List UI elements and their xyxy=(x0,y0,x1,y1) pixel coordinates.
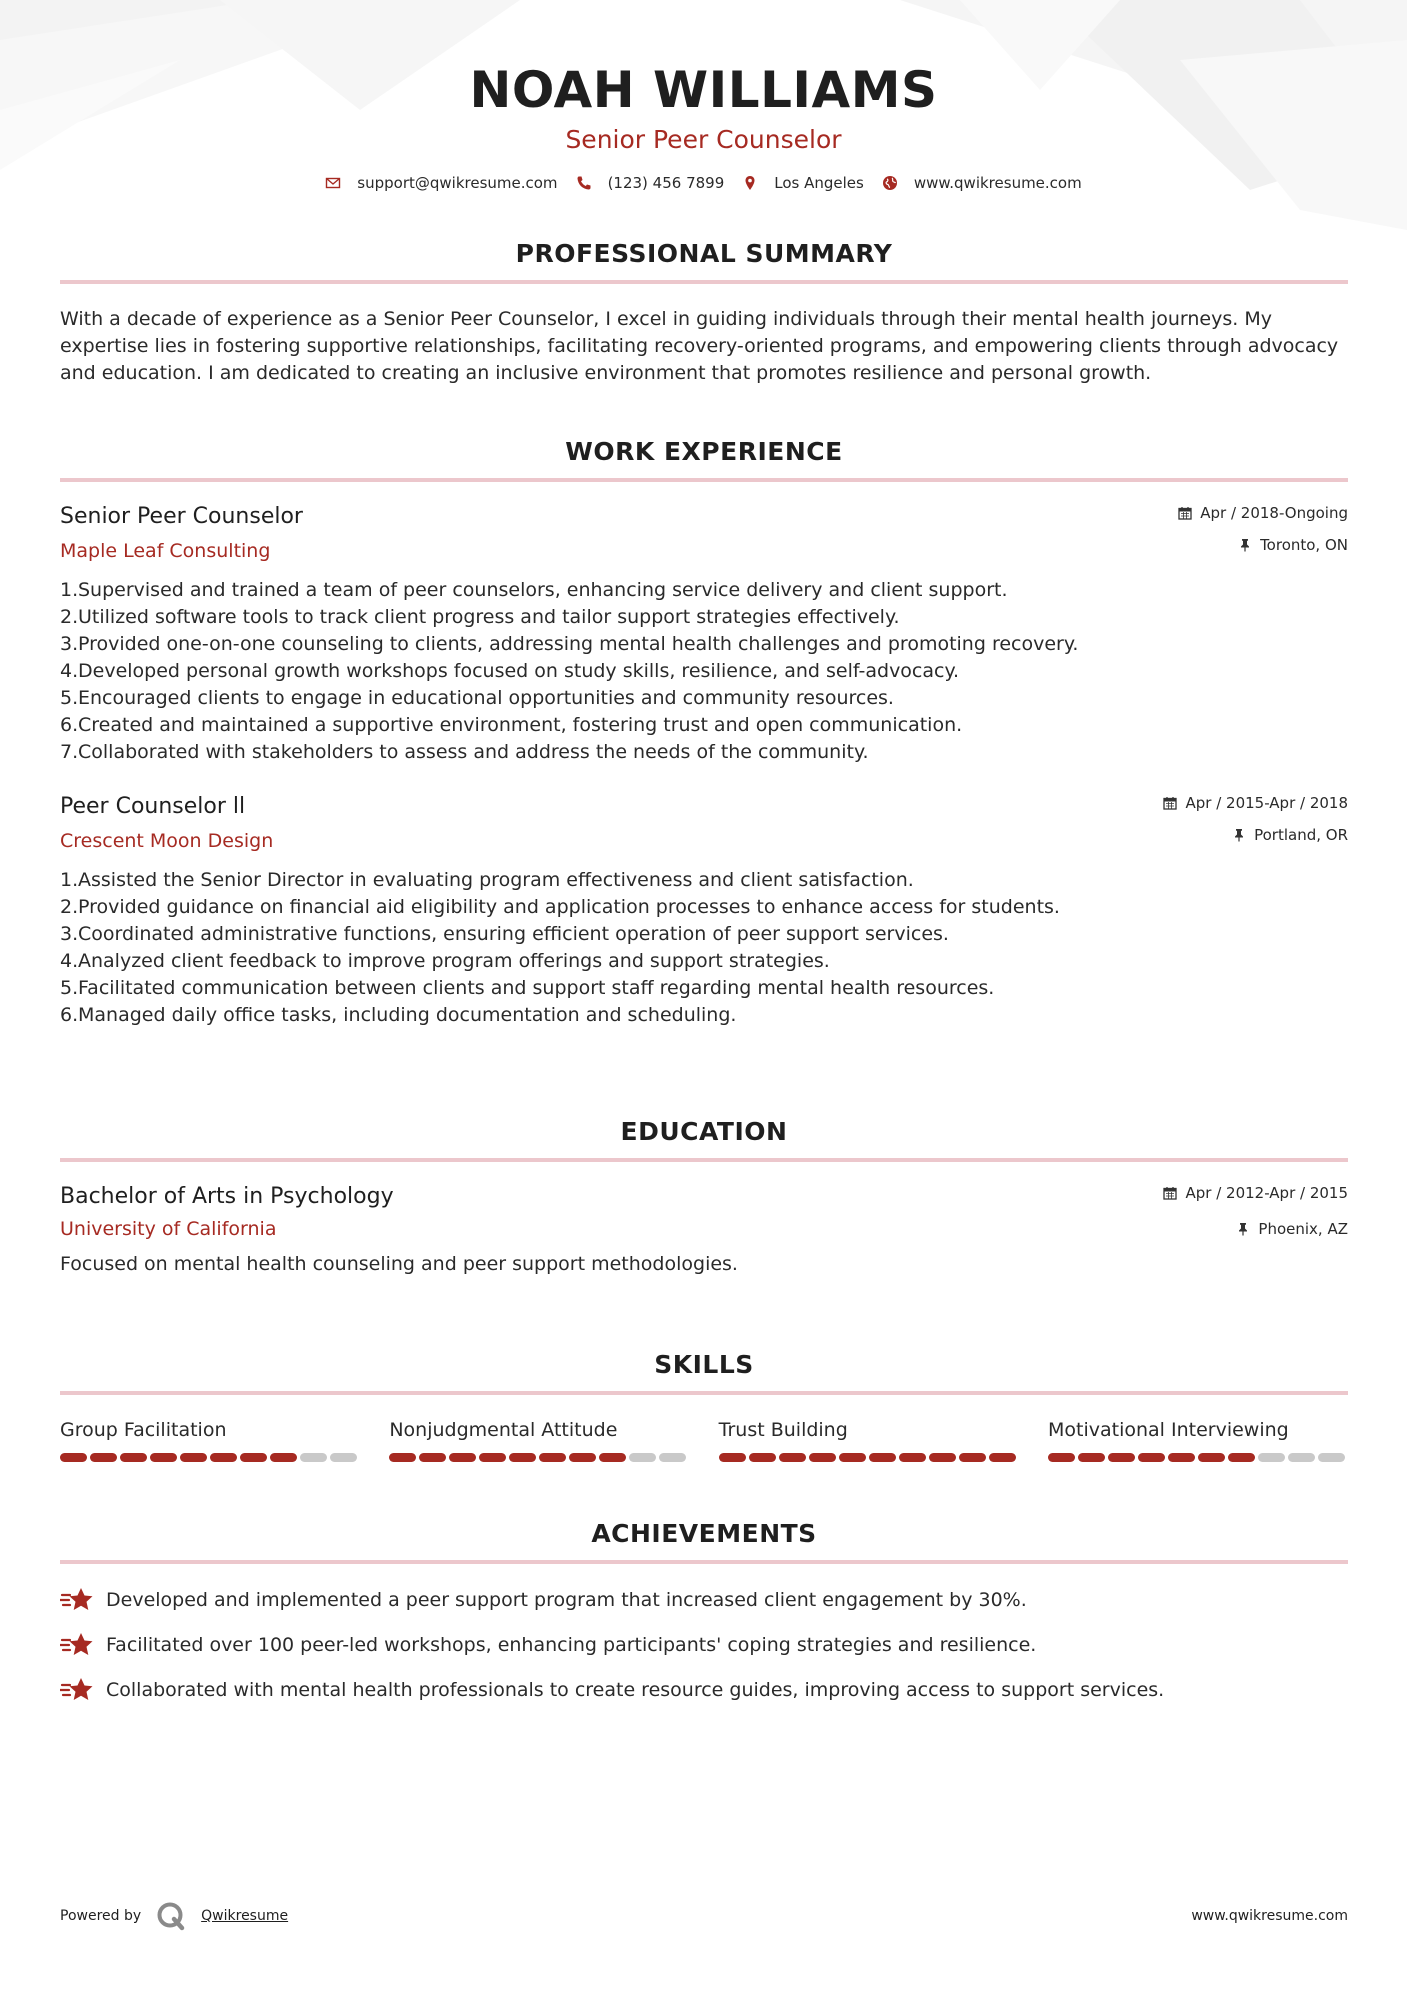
globe-icon xyxy=(882,175,898,191)
skill-level-segment xyxy=(1198,1453,1225,1462)
job-meta xyxy=(1163,792,1348,846)
calendar-icon xyxy=(1178,506,1192,520)
skill-level-segment xyxy=(899,1453,926,1462)
skill-level-segment xyxy=(809,1453,836,1462)
list-item: 5. Encouraged clients to engage in educational opportunities and community resources. xyxy=(60,687,894,709)
duty-list xyxy=(60,577,1348,766)
education-section xyxy=(60,1116,1348,1278)
skill-level-segment xyxy=(419,1453,446,1462)
skill-level-segment xyxy=(659,1453,686,1462)
skill-level-segment xyxy=(749,1453,776,1462)
skill-level-segment xyxy=(60,1453,87,1462)
skill-level-bar xyxy=(1048,1453,1348,1462)
skills-heading: SKILLS xyxy=(654,1350,754,1379)
list-item: Facilitated over 100 peer-led workshops, enhancing participants' coping strategies and resilience. xyxy=(60,1631,1348,1659)
summary-section xyxy=(60,238,1348,387)
resume-header xyxy=(0,0,1407,192)
skill-level-segment xyxy=(1258,1453,1285,1462)
skill-level-segment xyxy=(1168,1453,1195,1462)
skill-level-segment xyxy=(1288,1453,1315,1462)
skill-name: Nonjudgmental Attitude xyxy=(389,1419,618,1441)
education-entry xyxy=(60,1182,1348,1278)
skill-level-bar xyxy=(389,1453,689,1462)
skill-level-segment xyxy=(509,1453,536,1462)
skill-level-segment xyxy=(90,1453,117,1462)
job-location: Portland, OR xyxy=(1254,826,1348,844)
skill-level-segment xyxy=(389,1453,416,1462)
skill-level-segment xyxy=(180,1453,207,1462)
map-pin-icon xyxy=(742,175,758,191)
skill-level-segment xyxy=(1078,1453,1105,1462)
summary-divider xyxy=(60,280,1348,284)
skill-level-segment xyxy=(479,1453,506,1462)
qwikresume-logo-icon xyxy=(155,1900,187,1932)
skill-level-segment xyxy=(869,1453,896,1462)
skill-item xyxy=(1048,1417,1348,1462)
phone-icon xyxy=(576,175,592,191)
education-divider xyxy=(60,1158,1348,1162)
contact-email[interactable] xyxy=(325,174,557,192)
star-icon xyxy=(60,1676,94,1704)
list-item: 6. Created and maintained a supportive environment, fostering trust and open communication. xyxy=(60,714,963,736)
experience-heading: WORK EXPERIENCE xyxy=(565,437,843,466)
list-item: Collaborated with mental health professionals to create resource guides, improving access to support services. xyxy=(60,1676,1348,1704)
job-dates: Apr / 2015-Apr / 2018 xyxy=(1185,794,1348,812)
skill-level-segment xyxy=(330,1453,357,1462)
envelope-icon xyxy=(325,175,341,191)
skill-level-segment xyxy=(629,1453,656,1462)
education-heading: EDUCATION xyxy=(620,1117,788,1146)
skill-level-segment xyxy=(599,1453,626,1462)
skill-name: Group Facilitation xyxy=(60,1419,227,1441)
list-item: 4. Developed personal growth workshops focused on study skills, resilience, and self-advocacy. xyxy=(60,660,960,682)
job-dates: Apr / 2018-Ongoing xyxy=(1200,504,1348,522)
list-item: 2. Provided guidance on financial aid eligibility and application processes to enhance access for students. xyxy=(60,896,1060,918)
job-title: Peer Counselor ll xyxy=(60,794,246,819)
degree-title: Bachelor of Arts in Psychology xyxy=(60,1184,394,1209)
list-item: 3. Provided one-on-one counseling to clients, addressing mental health challenges and promoting recovery. xyxy=(60,633,1079,655)
achievements-divider xyxy=(60,1560,1348,1564)
contact-location xyxy=(742,174,864,192)
skill-level-segment xyxy=(449,1453,476,1462)
skill-item xyxy=(389,1417,689,1462)
skill-level-segment xyxy=(240,1453,267,1462)
list-item: 4. Analyzed client feedback to improve program offerings and support strategies. xyxy=(60,950,830,972)
list-item: 2. Utilized software tools to track client progress and tailor support strategies effectively. xyxy=(60,606,900,628)
phone-text: (123) 456 7899 xyxy=(607,174,725,192)
achievements-list xyxy=(60,1586,1348,1704)
job-title: Senior Peer Counselor xyxy=(60,504,303,529)
education-meta xyxy=(1163,1182,1348,1240)
star-icon xyxy=(60,1586,94,1614)
job-company: Crescent Moon Design xyxy=(60,830,274,852)
job-location: Toronto, ON xyxy=(1260,536,1348,554)
skill-level-segment xyxy=(1048,1453,1075,1462)
list-item: 3. Coordinated administrative functions, ensuring efficient operation of peer support services. xyxy=(60,923,949,945)
skills-divider xyxy=(60,1391,1348,1395)
powered-by-label: Powered by xyxy=(60,1908,142,1924)
contact-bar xyxy=(0,174,1407,192)
skill-level-segment xyxy=(539,1453,566,1462)
pushpin-icon xyxy=(1232,828,1246,842)
list-item: 7. Collaborated with stakeholders to assess and address the needs of the community. xyxy=(60,741,869,763)
job-entry xyxy=(60,792,1348,1029)
skill-level-segment xyxy=(779,1453,806,1462)
powered-by xyxy=(60,1900,288,1932)
list-item: 5. Facilitated communication between clients and support staff regarding mental health resources. xyxy=(60,977,995,999)
duty-list xyxy=(60,867,1348,1029)
skill-level-segment xyxy=(959,1453,986,1462)
skill-level-bar xyxy=(719,1453,1019,1462)
skill-level-segment xyxy=(270,1453,297,1462)
skill-level-segment xyxy=(1318,1453,1345,1462)
candidate-name: NOAH WILLIAMS xyxy=(469,61,938,119)
skill-level-segment xyxy=(1108,1453,1135,1462)
education-description: Focused on mental health counseling and peer support methodologies. xyxy=(60,1253,738,1275)
education-dates: Apr / 2012-Apr / 2015 xyxy=(1185,1184,1348,1202)
footer-website[interactable]: www.qwikresume.com xyxy=(1191,1908,1348,1924)
pushpin-icon xyxy=(1238,538,1252,552)
pushpin-icon xyxy=(1236,1222,1250,1236)
skills-list xyxy=(60,1417,1348,1462)
school-name: University of California xyxy=(60,1218,277,1240)
list-item: 6. Managed daily office tasks, including documentation and scheduling. xyxy=(60,1004,737,1026)
skill-level-segment xyxy=(300,1453,327,1462)
contact-phone[interactable] xyxy=(576,174,725,192)
skill-level-segment xyxy=(929,1453,956,1462)
list-item: 1. Supervised and trained a team of peer counselors, enhancing service delivery and client support. xyxy=(60,579,1008,601)
skill-level-segment xyxy=(150,1453,177,1462)
experience-divider xyxy=(60,478,1348,482)
education-location: Phoenix, AZ xyxy=(1258,1220,1348,1238)
list-item: Developed and implemented a peer support program that increased client engagement by 30%. xyxy=(60,1586,1348,1614)
skill-level-segment xyxy=(839,1453,866,1462)
list-item: 1. Assisted the Senior Director in evaluating program effectiveness and client satisfaction. xyxy=(60,869,914,891)
skill-level-bar xyxy=(60,1453,360,1462)
experience-section xyxy=(60,436,1348,1029)
skill-level-segment xyxy=(719,1453,746,1462)
star-icon xyxy=(60,1631,94,1659)
skill-name: Trust Building xyxy=(718,1419,848,1441)
contact-website[interactable] xyxy=(882,174,1082,192)
summary-text: With a decade of experience as a Senior Peer Counselor, I excel in guiding individuals through their mental health journeys. My expertise lies in fostering supportive relationships, facilitating recovery-oriented programs, and empowering clients through advocacy and education. I am dedicated to creating an inclusive environment that promotes resilience and personal growth. xyxy=(60,308,1339,384)
skill-item xyxy=(719,1417,1019,1462)
job-meta xyxy=(1178,502,1348,556)
skill-level-segment xyxy=(1138,1453,1165,1462)
skill-item xyxy=(60,1417,360,1462)
skill-name: Motivational Interviewing xyxy=(1047,1419,1289,1441)
summary-heading: PROFESSIONAL SUMMARY xyxy=(515,239,893,268)
skill-level-segment xyxy=(210,1453,237,1462)
achievements-heading: ACHIEVEMENTS xyxy=(591,1519,817,1548)
job-entry xyxy=(60,502,1348,766)
page-footer xyxy=(60,1900,1348,1932)
skills-section xyxy=(60,1349,1348,1462)
skill-level-segment xyxy=(569,1453,596,1462)
website-text: www.qwikresume.com xyxy=(913,174,1082,192)
candidate-title: Senior Peer Counselor xyxy=(565,125,842,154)
brand-link[interactable]: Qwikresume xyxy=(201,1908,289,1924)
location-text: Los Angeles xyxy=(774,174,864,192)
skill-level-segment xyxy=(1228,1453,1255,1462)
calendar-icon xyxy=(1163,1186,1177,1200)
skill-level-segment xyxy=(989,1453,1016,1462)
achievements-section xyxy=(60,1518,1348,1704)
calendar-icon xyxy=(1163,796,1177,810)
email-text: support@qwikresume.com xyxy=(357,174,558,192)
skill-level-segment xyxy=(120,1453,147,1462)
job-company: Maple Leaf Consulting xyxy=(60,540,271,562)
